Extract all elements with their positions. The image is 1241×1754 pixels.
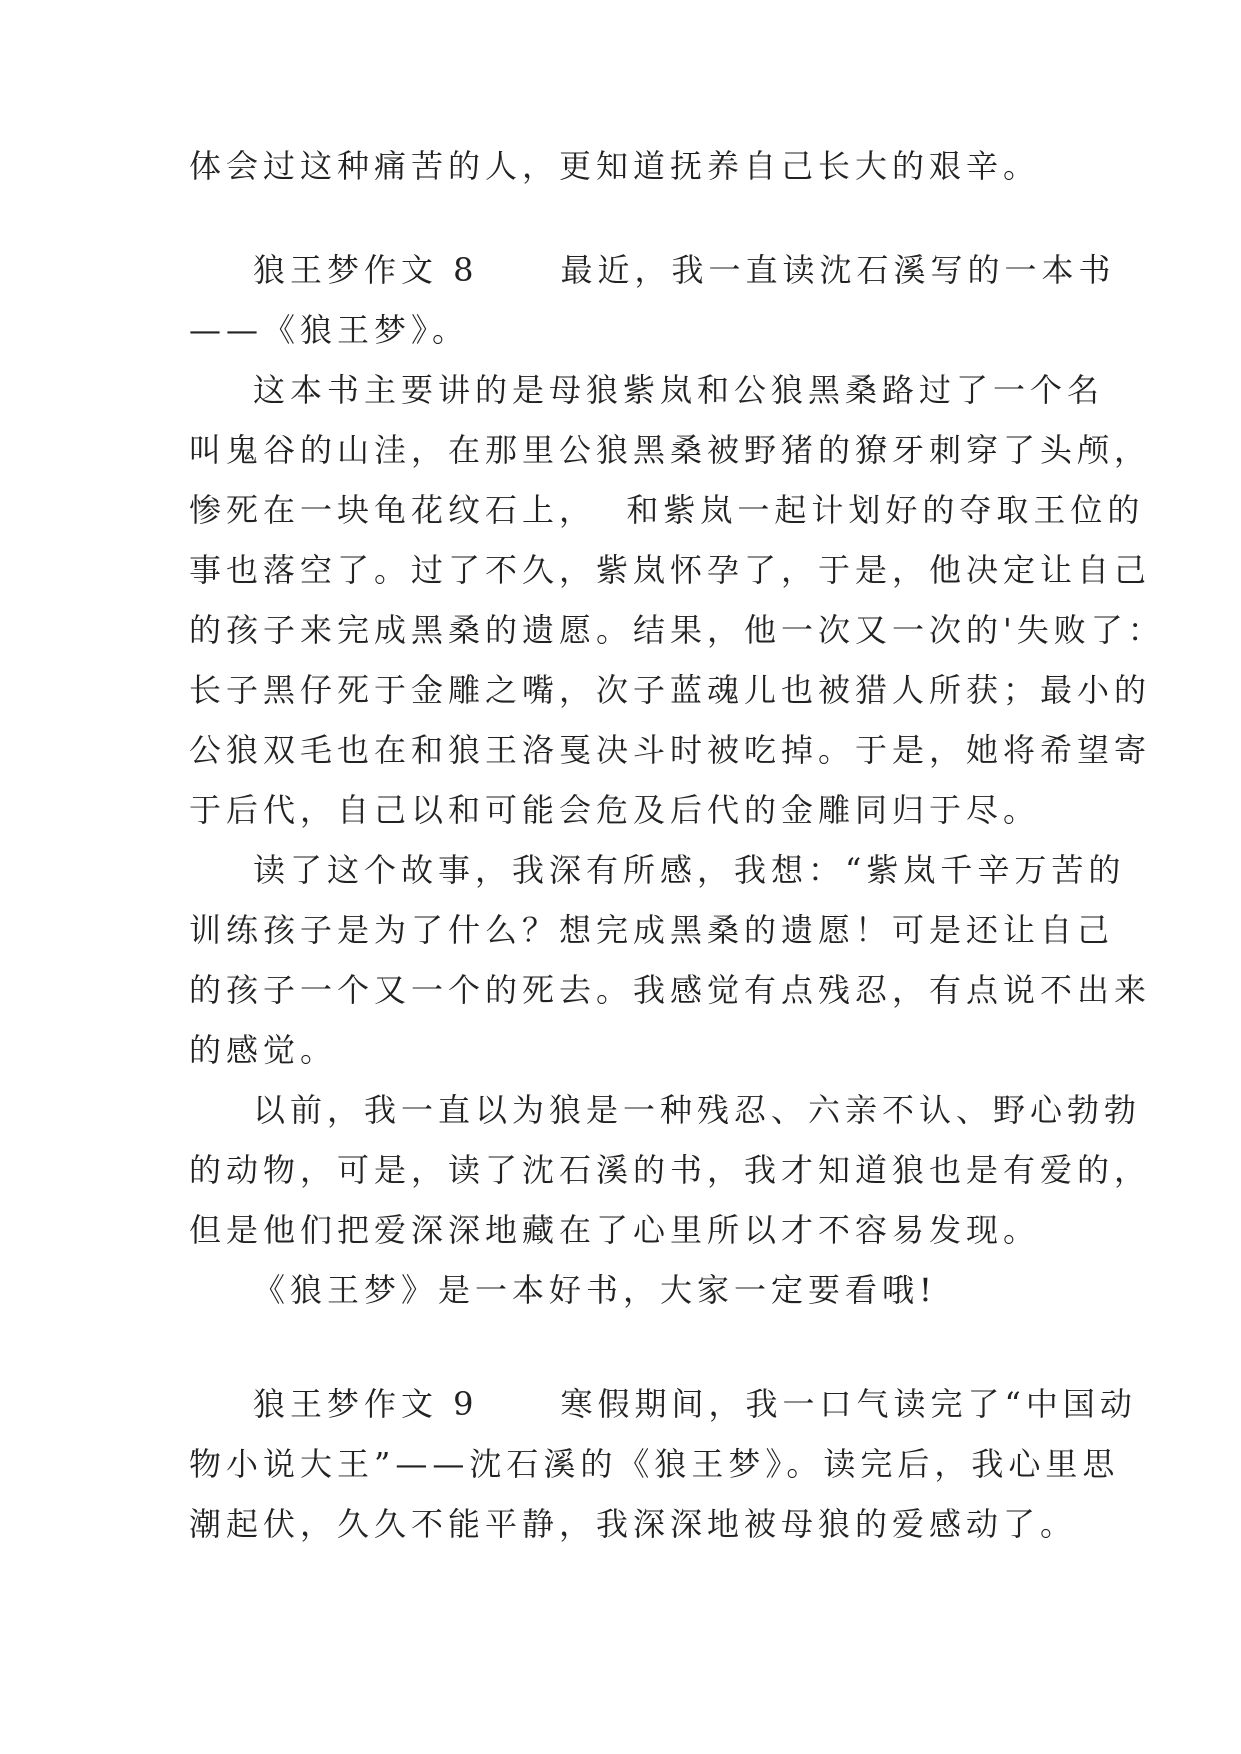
paragraph-line: 训练孩子是为了什么？想完成黑桑的遗愿！可是还让自己 [189, 911, 1115, 949]
essay8-intro-line: ——《狼王梦》。 [189, 311, 470, 349]
essay8-first-line [253, 240, 1116, 300]
paragraph-line: 长子黑仔死于金雕之嘴，次子蓝魂儿也被猎人所获；最小的 [189, 671, 1152, 709]
opening-line: 体会过这种痛苦的人，更知道抚养自己长大的艰辛。 [189, 147, 1041, 185]
paragraph-line: 物小说大王”——沈石溪的《狼王梦》。读完后，我心里思 [189, 1445, 1120, 1483]
paragraph-line: 的感觉。 [189, 1031, 338, 1069]
paragraph-line: 的动物，可是，读了沈石溪的书，我才知道狼也是有爱的， [189, 1151, 1152, 1189]
paragraph-line: 事也落空了。过了不久，紫岚怀孕了，于是，他决定让自己 [189, 551, 1152, 589]
essay9-first-line [253, 1374, 1137, 1434]
essay9-intro-text: 寒假期间，我一口气读完了“中国动 [560, 1385, 1137, 1423]
paragraph-line: 于后代，自己以和可能会危及后代的金雕同归于尽。 [189, 791, 1041, 829]
essay9-heading: 狼王梦作文 9 [253, 1385, 479, 1423]
paragraph-line: 的孩子一个又一个的死去。我感觉有点残忍，有点说不出来 [189, 971, 1152, 1009]
paragraph-line: 以前，我一直以为狼是一种残忍、六亲不认、野心勃勃 [253, 1091, 1142, 1129]
paragraph-line: 叫鬼谷的山洼，在那里公狼黑桑被野猪的獠牙刺穿了头颅， [189, 431, 1152, 469]
paragraph-line: 惨死在一块龟花纹石上， 和紫岚一起计划好的夺取王位的 [189, 491, 1145, 529]
paragraph-line: 的孩子来完成黑桑的遗愿。结果，他一次又一次的'失败了： [189, 611, 1165, 649]
paragraph-line: 但是他们把爱深深地藏在了心里所以才不容易发现。 [189, 1211, 1041, 1249]
essay8-intro-text: 最近，我一直读沈石溪写的一本书 [560, 251, 1116, 289]
paragraph-line: 潮起伏，久久不能平静，我深深地被母狼的爱感动了。 [189, 1505, 1078, 1543]
paragraph-line: 读了这个故事，我深有所感，我想：“紫岚千辛万苦的 [253, 851, 1126, 889]
paragraph-line: 公狼双毛也在和狼王洛戛决斗时被吃掉。于是，她将希望寄 [189, 731, 1152, 769]
essay8-heading: 狼王梦作文 8 [253, 251, 479, 289]
paragraph-line: 《狼王梦》是一本好书，大家一定要看哦! [253, 1271, 937, 1309]
paragraph-line: 这本书主要讲的是母狼紫岚和公狼黑桑路过了一个名 [253, 371, 1105, 409]
